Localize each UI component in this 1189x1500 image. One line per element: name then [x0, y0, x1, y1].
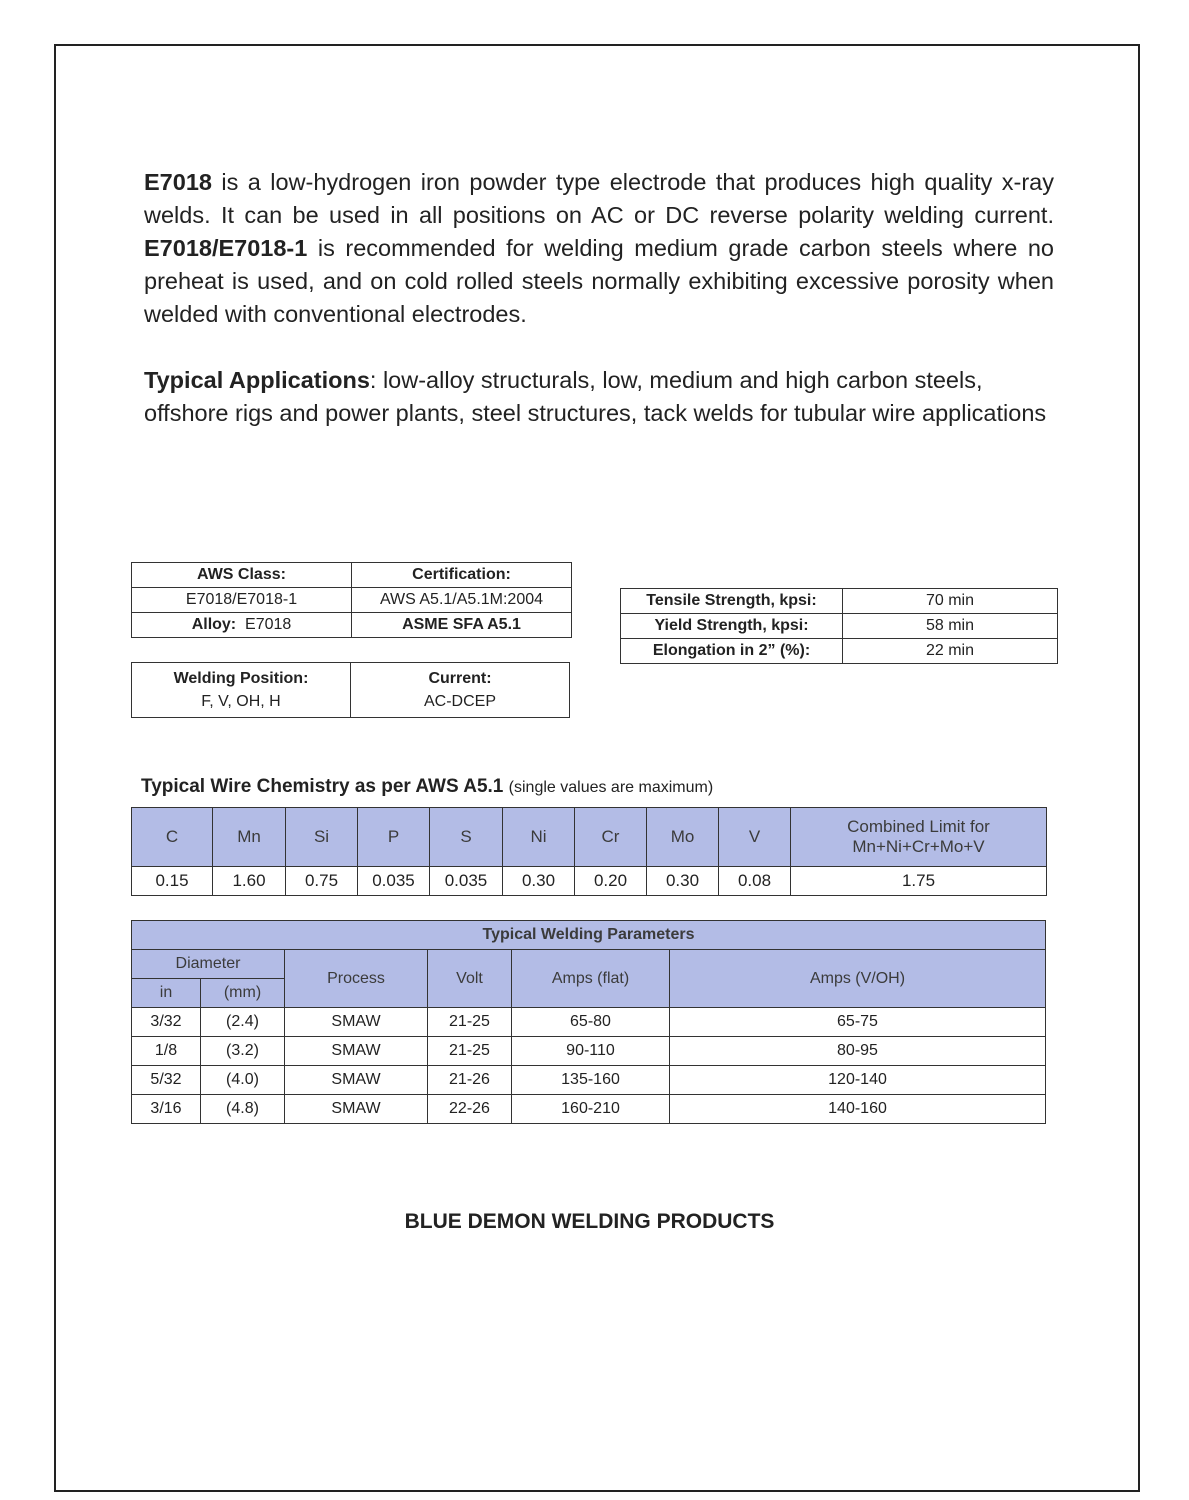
process-value: SMAW [285, 1037, 428, 1066]
applications-text: : low-alloy structurals, low, medium and high carbon steels, offshore rigs and power plants, steel structures, tack welds for tubular wire applications [144, 367, 1047, 426]
process-value: SMAW [285, 1095, 428, 1124]
diameter-in: 5/32 [132, 1066, 201, 1095]
process-header: Process [285, 950, 428, 1008]
diameter-in: 1/8 [132, 1037, 201, 1066]
mech-row [621, 589, 1058, 614]
volt-value: 21-25 [428, 1037, 512, 1066]
aws-class-value: E7018/E7018-1 [132, 588, 352, 613]
amps-flat-value: 135-160 [512, 1066, 670, 1095]
current-cell [351, 663, 570, 718]
amps-voh-value: 80-95 [670, 1037, 1046, 1066]
chemistry-title [141, 776, 713, 798]
position-value: F, V, OH, H [201, 693, 281, 710]
element-value: 0.035 [358, 867, 430, 896]
element-header: V [719, 808, 791, 867]
mechanical-properties-table [620, 588, 1058, 664]
amps-flat-value: 90-110 [512, 1037, 670, 1066]
amps-voh-value: 120-140 [670, 1066, 1046, 1095]
element-value: 0.30 [647, 867, 719, 896]
welding-parameters-table [131, 920, 1046, 1124]
amps-flat-header: Amps (flat) [512, 950, 670, 1008]
product-name: E7018 [144, 169, 212, 195]
mech-value: 70 min [843, 589, 1058, 614]
position-cell [132, 663, 351, 718]
amps-flat-value: 65-80 [512, 1008, 670, 1037]
current-value: AC-DCEP [423, 693, 496, 710]
mech-row [621, 639, 1058, 664]
diameter-mm: (4.8) [201, 1095, 285, 1124]
volt-value: 21-26 [428, 1066, 512, 1095]
diameter-header: Diameter [132, 950, 285, 979]
process-value: SMAW [285, 1008, 428, 1037]
element-header: P [358, 808, 430, 867]
combined-label-2: Mn+Ni+Cr+Mo+V [852, 837, 985, 856]
inch-header: in [132, 979, 201, 1008]
mech-label: Elongation in 2” (%): [621, 639, 843, 664]
diameter-mm: (2.4) [201, 1008, 285, 1037]
diameter-in: 3/32 [132, 1008, 201, 1037]
combined-limit-value: 1.75 [791, 867, 1047, 896]
table-row [132, 1037, 1046, 1066]
amps-voh-header: Amps (V/OH) [670, 950, 1046, 1008]
amps-flat-value: 160-210 [512, 1095, 670, 1124]
mech-value: 22 min [843, 639, 1058, 664]
element-header: Ni [503, 808, 575, 867]
amps-voh-value: 65-75 [670, 1008, 1046, 1037]
mech-label: Yield Strength, kpsi: [621, 614, 843, 639]
position-table [131, 662, 570, 718]
element-value: 0.20 [575, 867, 647, 896]
alloy-cell [132, 613, 352, 638]
diameter-mm: (4.0) [201, 1066, 285, 1095]
footer [0, 1210, 1189, 1234]
diameter-in: 3/16 [132, 1095, 201, 1124]
certification-label: Certification: [412, 566, 511, 583]
mech-value: 58 min [843, 614, 1058, 639]
element-value: 1.60 [213, 867, 286, 896]
position-label: Welding Position: [173, 670, 309, 687]
applications-paragraph [144, 364, 1054, 430]
alloy-value: E7018 [245, 616, 292, 633]
mech-row [621, 614, 1058, 639]
element-value: 0.75 [286, 867, 358, 896]
amps-voh-value: 140-160 [670, 1095, 1046, 1124]
element-header: S [430, 808, 503, 867]
mm-header: (mm) [201, 979, 285, 1008]
chemistry-note: (single values are maximum) [508, 779, 714, 796]
element-header: Si [286, 808, 358, 867]
volt-value: 22-26 [428, 1095, 512, 1124]
classification-table [131, 562, 572, 638]
table-row [132, 1066, 1046, 1095]
alloy-label: Alloy: [191, 616, 237, 633]
table-row [132, 1008, 1046, 1037]
company-name: BLUE DEMON WELDING PRODUCTS [404, 1210, 775, 1233]
aws-class-cell [132, 563, 352, 588]
volt-value: 21-25 [428, 1008, 512, 1037]
element-header: Cr [575, 808, 647, 867]
chemistry-table [131, 807, 1047, 896]
volt-header: Volt [428, 950, 512, 1008]
element-value: 0.30 [503, 867, 575, 896]
asme-value: ASME SFA A5.1 [352, 613, 572, 638]
element-header: Mn [213, 808, 286, 867]
diameter-mm: (3.2) [201, 1037, 285, 1066]
welding-parameters-title: Typical Welding Parameters [132, 921, 1046, 950]
product-variant: E7018/E7018-1 [144, 235, 308, 261]
chemistry-title-text: Typical Wire Chemistry as per AWS A5.1 [141, 776, 504, 797]
element-value: 0.15 [132, 867, 213, 896]
certification-cell [352, 563, 572, 588]
combined-limit-header [791, 808, 1047, 867]
process-value: SMAW [285, 1066, 428, 1095]
element-header: Mo [647, 808, 719, 867]
applications-label: Typical Applications [144, 367, 370, 393]
element-value: 0.08 [719, 867, 791, 896]
intro-text-1: is a low-hydrogen iron powder type electrode that produces high quality x-ray welds. It can be used in all positions on AC or DC reverse polarity welding current. [144, 169, 1054, 228]
current-label: Current: [428, 670, 492, 687]
element-header: C [132, 808, 213, 867]
table-row [132, 1095, 1046, 1124]
certification-value: AWS A5.1/A5.1M:2004 [352, 588, 572, 613]
intro-text-2: is recommended for welding medium grade carbon steels where no preheat is used, and on cold rolled steels normally exhibiting excessive porosity when welded with conventional electrodes. [144, 235, 1054, 327]
element-value: 0.035 [430, 867, 503, 896]
mech-label: Tensile Strength, kpsi: [621, 589, 843, 614]
combined-label-1: Combined Limit for [847, 817, 990, 836]
aws-class-label: AWS Class: [197, 566, 286, 583]
intro-paragraph [144, 166, 1054, 331]
